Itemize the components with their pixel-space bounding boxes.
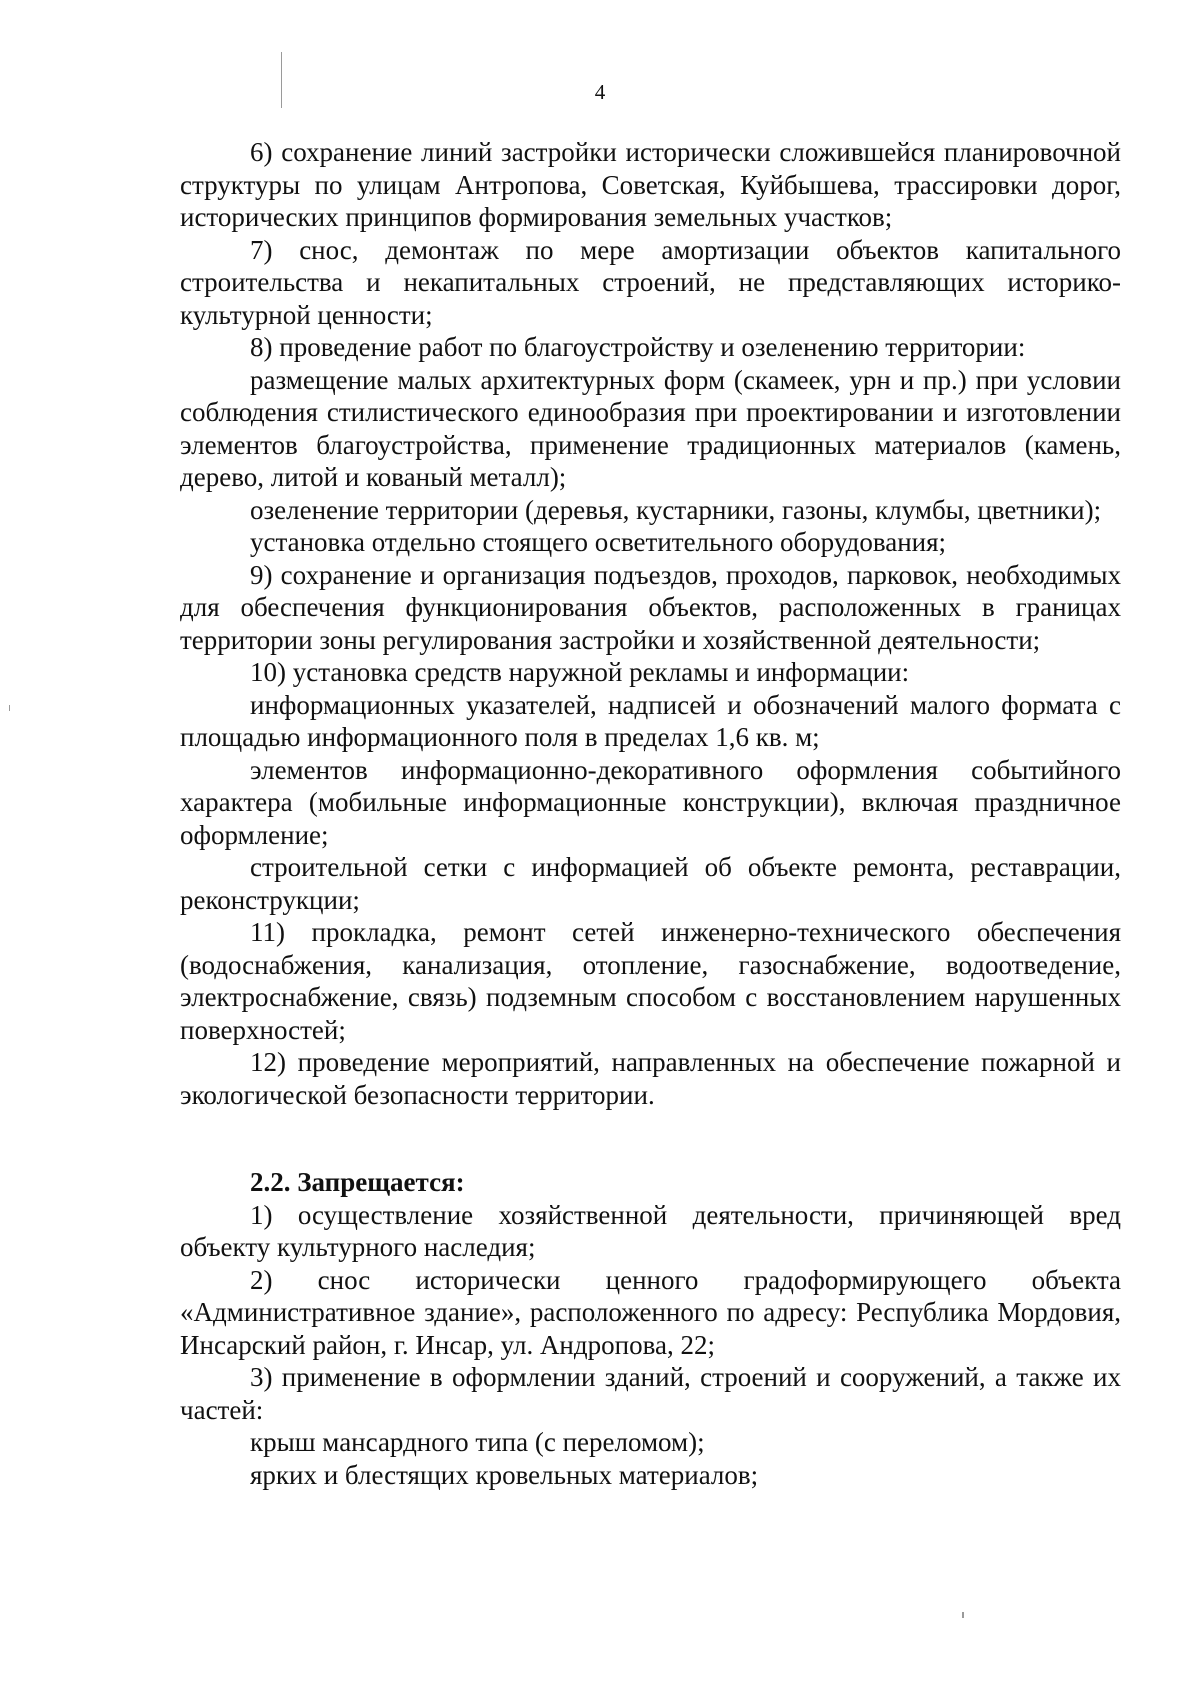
paragraph: ярких и блестящих кровельных материалов; (250, 1459, 759, 1490)
paragraph: установка отдельно стоящего осветительного оборудования; (250, 527, 947, 557)
paragraph: строительной сетки с информацией об объекте ремонта, реставрации, реконструкции; (180, 852, 1121, 915)
paragraph: 2) снос исторически ценного градоформирующего объекта «Административное здание», расположенного по адресу: Республика Мордовия, Инсарский район, г. Инсар, ул. Андропова, 22; (180, 1264, 1121, 1360)
paragraph: информационных указателей, надписей и обозначений малого формата с площадью информационного поля в пределах 1,6 кв. м; (180, 689, 1121, 752)
paragraph: крыш мансардного типа (с переломом); (250, 1427, 705, 1457)
scan-artifact-dot (962, 1612, 964, 1618)
paragraph: озеленение территории (деревья, кустарники, газоны, клумбы, цветники); (250, 494, 1102, 525)
paragraph: 12) проведение мероприятий, направленных на обеспечение пожарной и экологической безопасности территории. (180, 1047, 1121, 1110)
document-body (180, 136, 1121, 1491)
paragraph: 7) снос, демонтаж по мере амортизации объектов капитального строительства и некапитальных строений, не представляющих историко-культурной ценности; (180, 234, 1121, 330)
section-heading: 2.2. Запрещается: (250, 1167, 465, 1197)
paragraph: 11) прокладка, ремонт сетей инженерно-технического обеспечения (водоснабжения, канализация, отопление, газоснабжение, водоотведение, электроснабжение, связь) подземным способом с восстановлением нарушенных поверхностей; (180, 917, 1121, 1045)
page-number: 4 (594, 80, 606, 104)
paragraph: 3) применение в оформлении зданий, строений и сооружений, а также их частей: (180, 1362, 1121, 1425)
paragraph: 10) установка средств наружной рекламы и информации: (250, 657, 910, 687)
paragraph: 6) сохранение линий застройки исторически сложившейся планировочной структуры по улицам Антропова, Советская, Куйбышева, трассировки дорог, исторических принципов формирования земельных участков; (180, 137, 1121, 232)
scan-artifact-dot (9, 705, 10, 711)
paragraph: 1) осуществление хозяйственной деятельности, причиняющей вред объекту культурного наследия; (180, 1199, 1121, 1262)
paragraph: элементов информационно-декоративного оформления событийного характера (мобильные информационные конструкции), включая праздничное оформление; (180, 754, 1121, 850)
paragraph: 8) проведение работ по благоустройству и озеленению территории: (250, 332, 1026, 362)
paragraph: размещение малых архитектурных форм (скамеек, урн и пр.) при условии соблюдения стилистического единообразия при проектировании и изготовлении элементов благоустройства, применение традиционных материалов (камень, дерево, литой и кованый металл); (180, 364, 1121, 492)
paragraph: 9) сохранение и организация подъездов, проходов, парковок, необходимых для обеспечения функционирования объектов, расположенных в границах территории зоны регулирования застройки и хозяйственной деятельности; (180, 559, 1121, 655)
